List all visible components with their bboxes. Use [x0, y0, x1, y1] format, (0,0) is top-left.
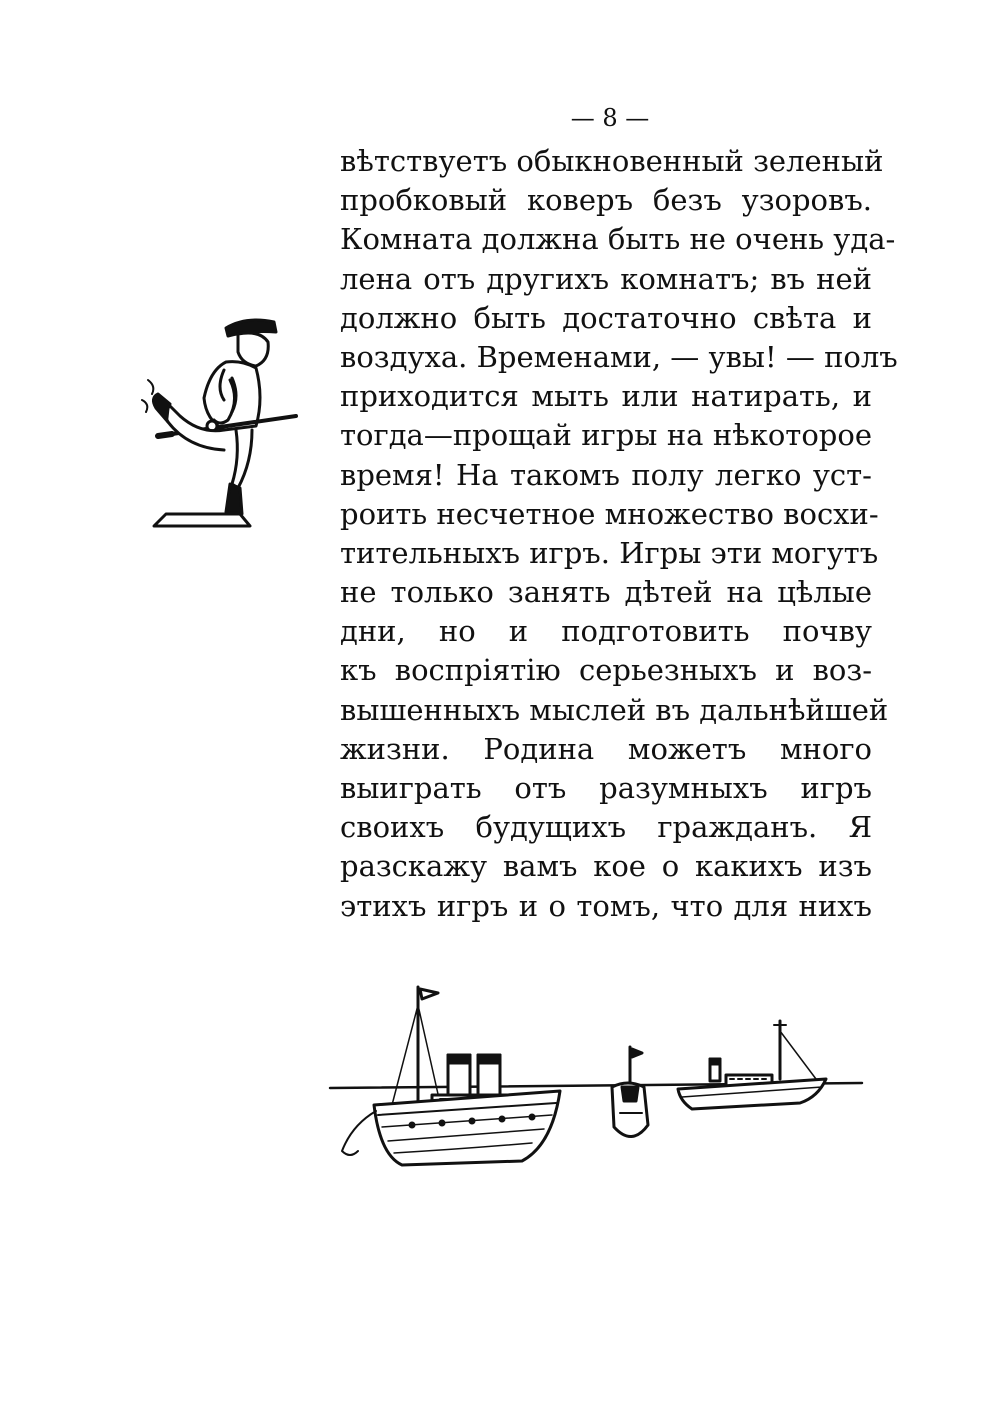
text-line: роить несчетное множество восхи-: [340, 496, 879, 531]
body-text: [340, 142, 898, 926]
text-line: приходится мыть или натирать, и: [340, 379, 872, 414]
toy-soldier-illustration: [128, 308, 308, 538]
text-line: воздуха. Временами, — увы! — полъ: [340, 339, 898, 374]
text-line: не только занять дѣтей на цѣлые: [340, 575, 872, 610]
page-number: — 8 —: [570, 104, 650, 132]
text-line: лена отъ другихъ комнатъ; въ ней: [340, 261, 872, 296]
text-line: выиграть отъ разумныхъ игръ: [340, 771, 872, 805]
text-line: тогда—прощай игры на нѣкоторое: [340, 418, 872, 453]
text-line: должно быть достаточно свѣта и: [340, 300, 872, 335]
text-line: вѣтствуетъ обыкновенный зеленый: [340, 144, 884, 178]
text-line: время! На такомъ полу легко уст-: [340, 457, 872, 492]
small-boat-drawing: [612, 1047, 648, 1137]
large-ship-drawing: [342, 987, 560, 1165]
text-line: своихъ будущихъ гражданъ. Я: [340, 810, 872, 845]
text-line: Комната должна быть не очень уда-: [340, 222, 896, 257]
text-line: разскажу вамъ кое о какихъ изъ: [340, 849, 872, 884]
text-line: пробковый коверъ безъ узоровъ.: [340, 183, 872, 218]
text-line: этихъ игръ и о томъ, что для нихъ: [340, 888, 872, 923]
text-line: тительныхъ игръ. Игры эти могутъ: [340, 535, 879, 570]
text-line: къ воспріятію серьезныхъ и воз-: [340, 653, 872, 688]
text-line: жизни. Родина можетъ много: [340, 731, 872, 766]
text-line: вышенныхъ мыслей въ дальнѣйшей: [340, 692, 889, 727]
toy-boats-illustration: [322, 975, 872, 1175]
text-line: дни, но и подготовить почву: [340, 614, 872, 649]
right-steamer-drawing: [678, 1021, 826, 1109]
